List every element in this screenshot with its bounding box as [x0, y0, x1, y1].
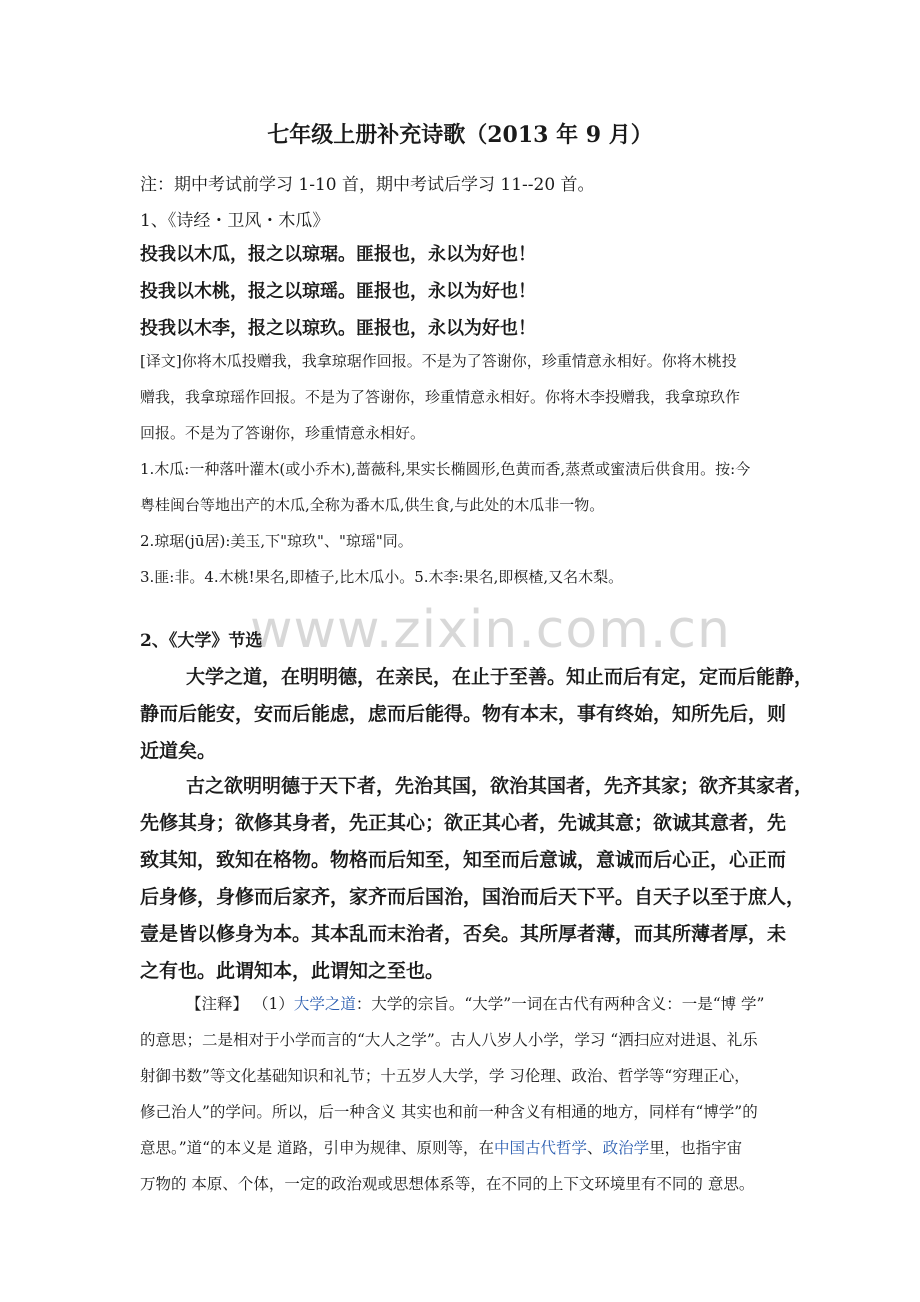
annotation-text: 意思。”道“的本义是 道路，引申为规律、原则等，在 — [140, 1139, 495, 1157]
watermark: www.zixin.com.cn — [250, 600, 731, 660]
poem-line: 投我以木李，报之以琼玖。匪报也，永以为好也！ — [140, 318, 536, 339]
annotation-separator: 、 — [587, 1139, 603, 1157]
footnote-line: 3.匪:非。4.木桃!果名,即楂子,比木瓜小。5.木李:果名,即榠楂,又名木梨。 — [140, 568, 624, 586]
paragraph-line: 静而后能安，安而后能虑，虑而后能得。物有本末，事有终始，知所先后，则 — [140, 703, 787, 725]
link-chinese-ancient-philosophy[interactable]: 中国古代哲学 — [494, 1139, 588, 1157]
annotation-label: 【注释】 — [186, 995, 249, 1013]
paragraph-line: 壹是皆以修身为本。其本乱而末治者，否矣。其所厚者薄，而其所薄者厚，未 — [140, 923, 787, 945]
paragraph-line: 致其知，致知在格物。物格而后知至，知至而后意诚，意诚而后心正，心正而 — [140, 849, 787, 871]
annotation-line — [186, 992, 764, 1014]
annotation-line: 的意思；二是相对于小学而言的“大人之学”。古人八岁人小学，学习 “洒扫应对进退、礼乐 — [140, 1031, 758, 1049]
translation-line: 回报。不是为了答谢你，珍重情意永相好。 — [140, 424, 426, 442]
annotation-line — [140, 1136, 742, 1158]
annotation-line: 修己治人”的学问。所以，后一种含义 其实也和前一种含义有相通的地方，同样有“博学”的 — [140, 1103, 758, 1121]
annotation-text: 里，也指宇宙 — [649, 1139, 743, 1157]
paragraph-line: 古之欲明明德于天下者，先治其国，欲治其国者，先齐其家；欲齐其家者， — [186, 775, 814, 797]
paragraph-line: 近道矣。 — [140, 740, 217, 762]
annotation-text: ：大学的宗旨。“大学”一词在古代有两种含义：一是“博 学” — [355, 995, 765, 1013]
paragraph-line: 之有也。此谓知本，此谓知之至也。 — [140, 960, 445, 982]
footnote-line: 2.琼琚(jū居):美玉,下"琼玖"、"琼瑶"同。 — [140, 532, 413, 550]
section1-heading: 1、《诗经・卫风・木瓜》 — [140, 211, 330, 231]
link-political-science[interactable]: 政治学 — [602, 1139, 650, 1157]
annotation-line: 万物的 本原、个体，一定的政治观或思想体系等，在不同的上下文环境里有不同的 意思。 — [140, 1175, 755, 1193]
section2-heading: 2、《大学》节选 — [140, 631, 263, 651]
poem-line: 投我以木桃，报之以琼瑶。匪报也，永以为好也！ — [140, 281, 536, 302]
translation-line: 赠我，我拿琼瑶作回报。不是为了答谢你，珍重情意永相好。你将木李投赠我，我拿琼玖作 — [140, 388, 741, 406]
page-title: 七年级上册补充诗歌（2013 年 9 月） — [267, 122, 653, 148]
paragraph-line: 后身修，身修而后家齐，家齐而后国治，国治而后天下平。自天子以至于庶人， — [140, 886, 806, 908]
link-daxue-zhi-dao[interactable]: 大学之道 — [293, 995, 356, 1013]
annotation-line: 射御书数”等文化基础知识和礼节；十五岁人大学，学 习伦理、政治、哲学等“穷理正心， — [140, 1067, 750, 1085]
study-note: 注：期中考试前学习 1-10 首，期中考试后学习 11--20 首。 — [140, 175, 595, 195]
footnote-line: 1.木瓜:一种落叶灌木(或小乔木),蔷薇科,果实长椭圆形,色黄而香,蒸煮或蜜渍后供食用。按:今 — [140, 460, 751, 478]
paragraph-line: 先修其身；欲修其身者，先正其心；欲正其心者，先诚其意；欲诚其意者，先 — [140, 812, 787, 834]
footnote-line: 粤桂闽台等地出产的木瓜,全称为番木瓜,供生食,与此处的木瓜非一物。 — [140, 496, 605, 514]
poem-line: 投我以木瓜，报之以琼琚。匪报也，永以为好也！ — [140, 244, 536, 265]
paragraph-line: 大学之道，在明明德，在亲民，在止于至善。知止而后有定，定而后能静， — [186, 666, 814, 688]
translation-line: [译文]你将木瓜投赠我，我拿琼琚作回报。不是为了答谢你，珍重情意永相好。你将木桃投 — [140, 352, 737, 370]
annotation-number: （1） — [252, 995, 294, 1013]
